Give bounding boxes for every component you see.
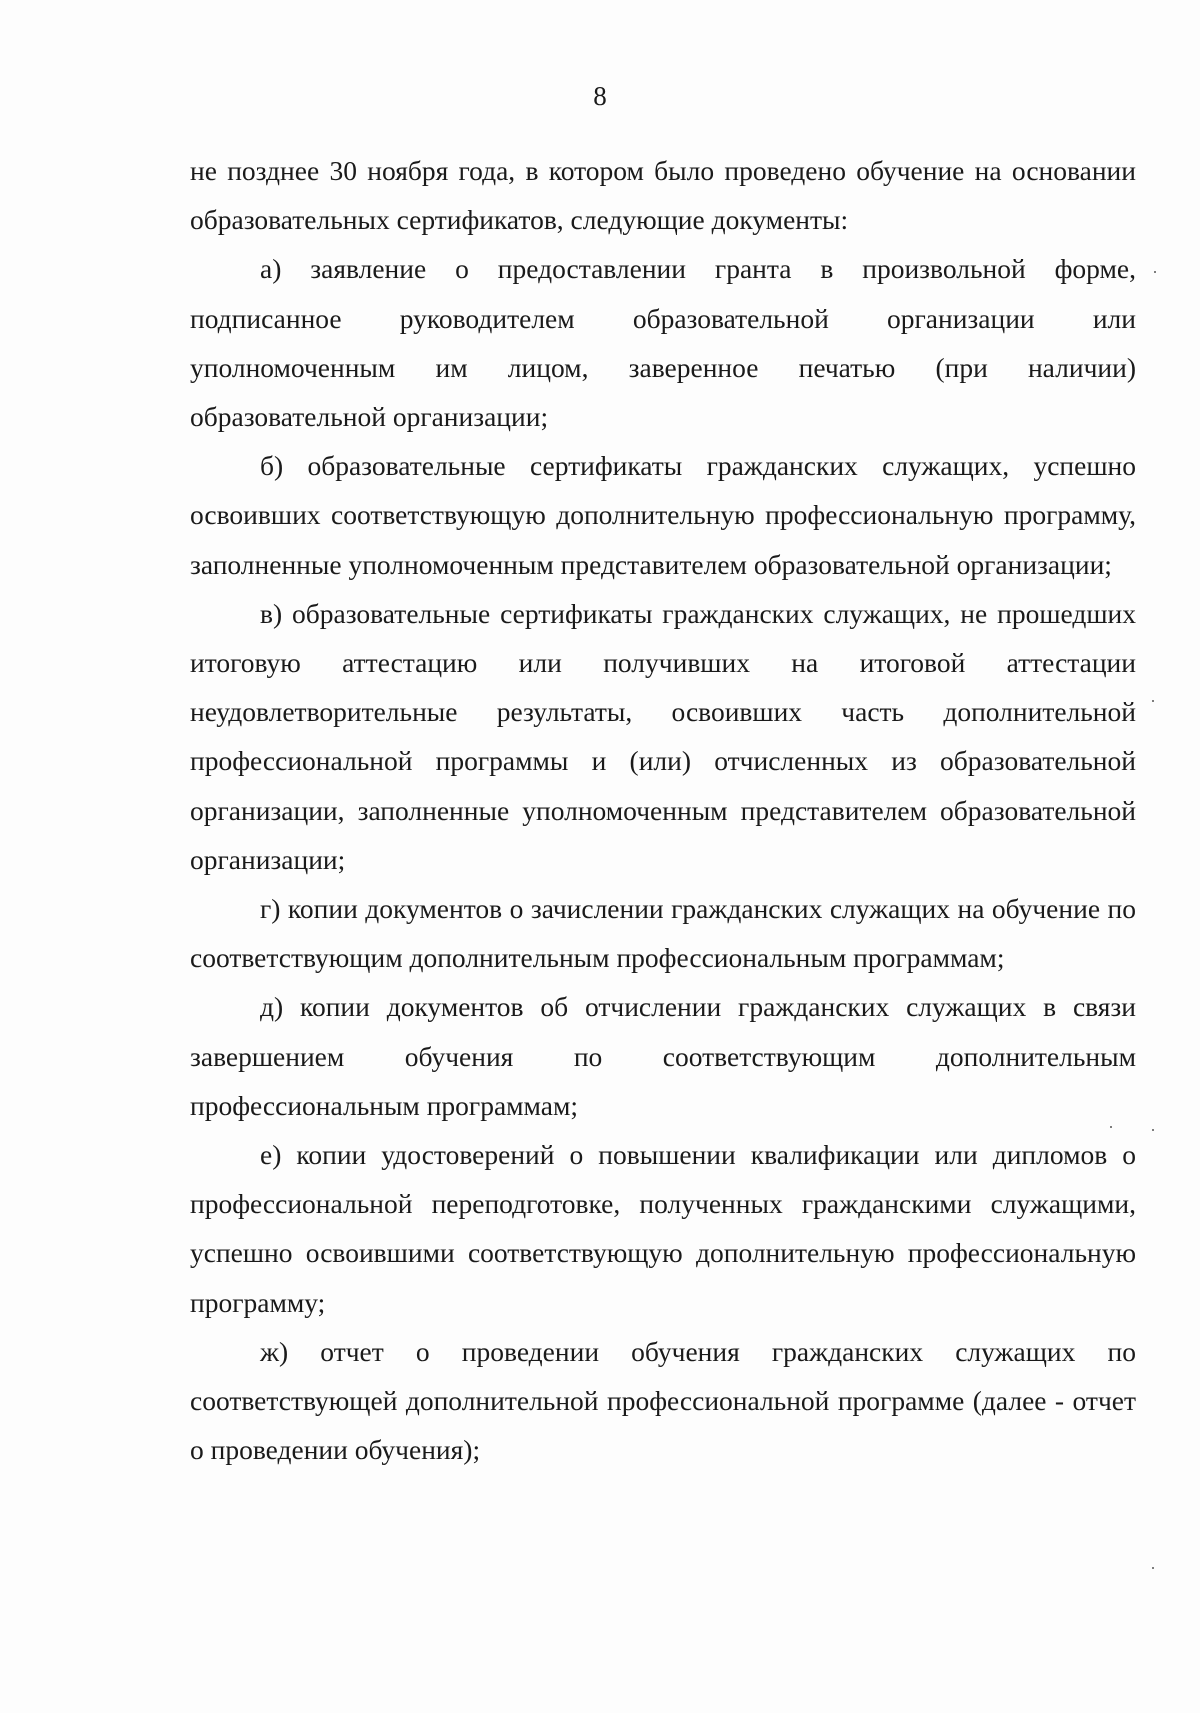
- paragraph-intro: не позднее 30 ноября года, в котором было проведено обучение на основании образовательных сертификатов, следующие документы:: [190, 155, 1136, 236]
- paragraph-b: б) образовательные сертификаты гражданских служащих, успешно освоивших соответствующую дополнительную профессиональную программу, заполненные уполномоченным представителем образовательной организации;: [190, 450, 1136, 580]
- page-number: 8: [593, 81, 607, 111]
- paragraph-a: а) заявление о предоставлении гранта в произвольной форме, подписанное руководителем образовательной организации или уполномоченным им лицом, заверенное печатью (при наличии) образовательной организации;: [190, 253, 1136, 433]
- paragraph-v: в) образовательные сертификаты гражданских служащих, не прошедших итоговую аттестацию или получивших на итоговой аттестации неудовлетворительные результаты, освоивших часть дополнительной профессиональной программы и (или) отчисленных из образовательной организации, заполненные уполномоченным представителем образовательной организации;: [190, 597, 1136, 875]
- document-body: [190, 146, 1136, 1474]
- paragraph-e: е) копии удостоверений о повышении квалификации или дипломов о профессиональной переподготовке, полученных гражданскими служащими, успешно освоившими соответствующую дополнительную профессиональную программу;: [190, 1139, 1136, 1318]
- scan-speck: [1152, 1129, 1154, 1131]
- scan-speck: [1154, 271, 1156, 273]
- scan-speck: [1152, 700, 1154, 702]
- scan-speck: [1152, 1567, 1154, 1569]
- paragraph-zh: ж) отчет о проведении обучения гражданских служащих по соответствующей дополнительной профессиональной программе (далее - отчет о проведении обучения);: [190, 1335, 1136, 1466]
- paragraph-g: г) копии документов о зачислении гражданских служащих на обучение по соответствующим дополнительным профессиональным программам;: [190, 893, 1136, 974]
- scan-speck: [1110, 1126, 1112, 1128]
- paragraph-d: д) копии документов об отчислении гражданских служащих в связи завершением обучения по соответствующим дополнительным профессиональным программам;: [190, 991, 1136, 1121]
